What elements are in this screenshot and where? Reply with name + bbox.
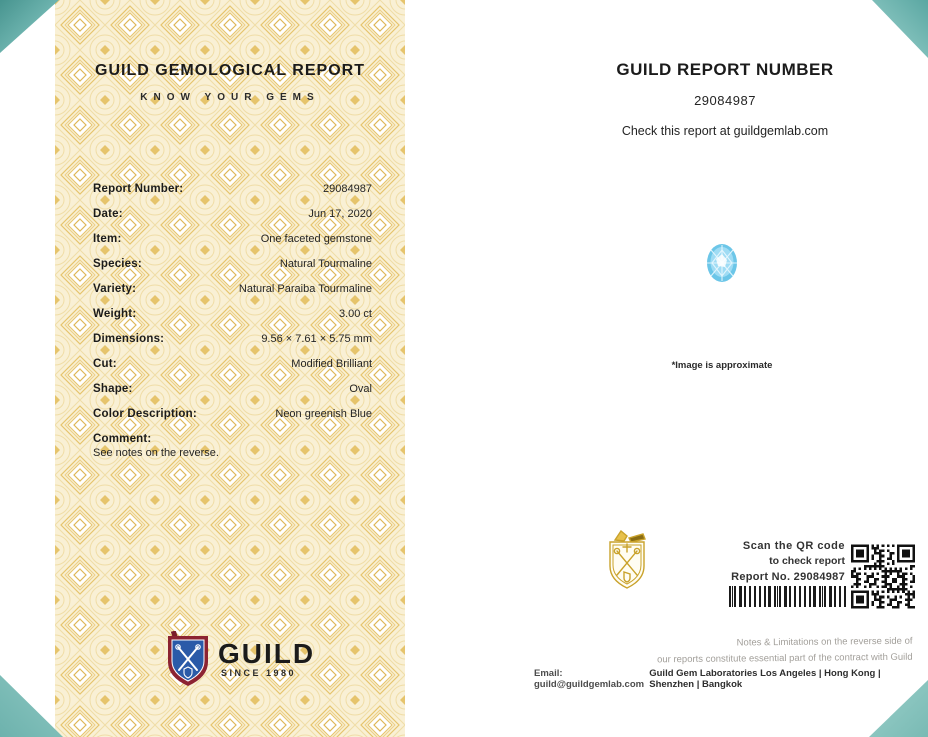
footer-notes-line1: Notes & Limitations on the reverse side of <box>737 635 913 649</box>
guild-wordmark: GUILD <box>218 637 316 669</box>
report-fields <box>93 176 372 459</box>
gemstone-photo <box>704 242 740 289</box>
field-report-number: Report Number: 29084987 <box>93 182 372 195</box>
guilloche-panel <box>55 0 405 737</box>
report-title: GUILD GEMOLOGICAL REPORT <box>95 62 365 79</box>
field-variety: Variety: Natural Paraiba Tourmaline <box>93 282 372 295</box>
field-cut: Cut: Modified Brilliant <box>93 357 372 370</box>
corner-fold-bottom-left <box>0 675 63 737</box>
field-color-description: Color Description: Neon greenish Blue <box>93 407 372 420</box>
qr-code-image <box>851 544 915 609</box>
qr-caption-line2: to check report <box>769 555 845 567</box>
image-approximate-note: *Image is approximate <box>671 360 773 371</box>
footer-email: Email: guild@guildgemlab.com <box>534 668 645 690</box>
qr-caption <box>731 540 845 583</box>
field-weight: Weight: 3.00 ct <box>93 307 372 320</box>
report-tagline: KNOW YOUR GEMS <box>140 92 320 103</box>
guild-shield-icon <box>165 631 211 687</box>
barcode <box>729 586 846 607</box>
field-date: Date: Jun 17, 2020 <box>93 207 372 220</box>
guild-since-label: SINCE 1980 <box>221 667 297 678</box>
footer-notes-line2: our reports constitute essential part of the contract with Guild <box>657 651 914 666</box>
gold-crest-icon <box>601 530 653 599</box>
comment-text: See notes on the reverse. <box>93 447 219 459</box>
corner-fold-top-left <box>0 0 59 53</box>
report-number-title: GUILD REPORT NUMBER <box>616 60 834 79</box>
qr-caption-line1: Scan the QR code <box>742 540 845 552</box>
report-number-value: 29084987 <box>694 93 756 108</box>
field-item: Item: One faceted gemstone <box>93 232 372 245</box>
report-number-header <box>560 60 890 138</box>
field-species: Species: Natural Tourmaline <box>93 257 372 270</box>
field-dimensions: Dimensions: 9.56 × 7.61 × 5.75 mm <box>93 332 372 345</box>
guild-logo <box>165 631 315 687</box>
corner-fold-top-right <box>872 0 928 58</box>
qr-caption-report-no: Report No. 29084987 <box>731 571 845 583</box>
qr-code <box>851 544 915 609</box>
field-shape: Shape: Oval <box>93 382 372 395</box>
field-comment: Comment: <box>93 432 152 445</box>
footer-notes <box>657 636 913 666</box>
footer-labs: Guild Gem Laboratories Los Angeles | Hong Kong | Shenzhen | Bangkok <box>649 668 881 690</box>
gem-icon <box>704 242 740 284</box>
footer-contact <box>534 668 916 690</box>
check-report-line: Check this report at guildgemlab.com <box>621 124 829 138</box>
